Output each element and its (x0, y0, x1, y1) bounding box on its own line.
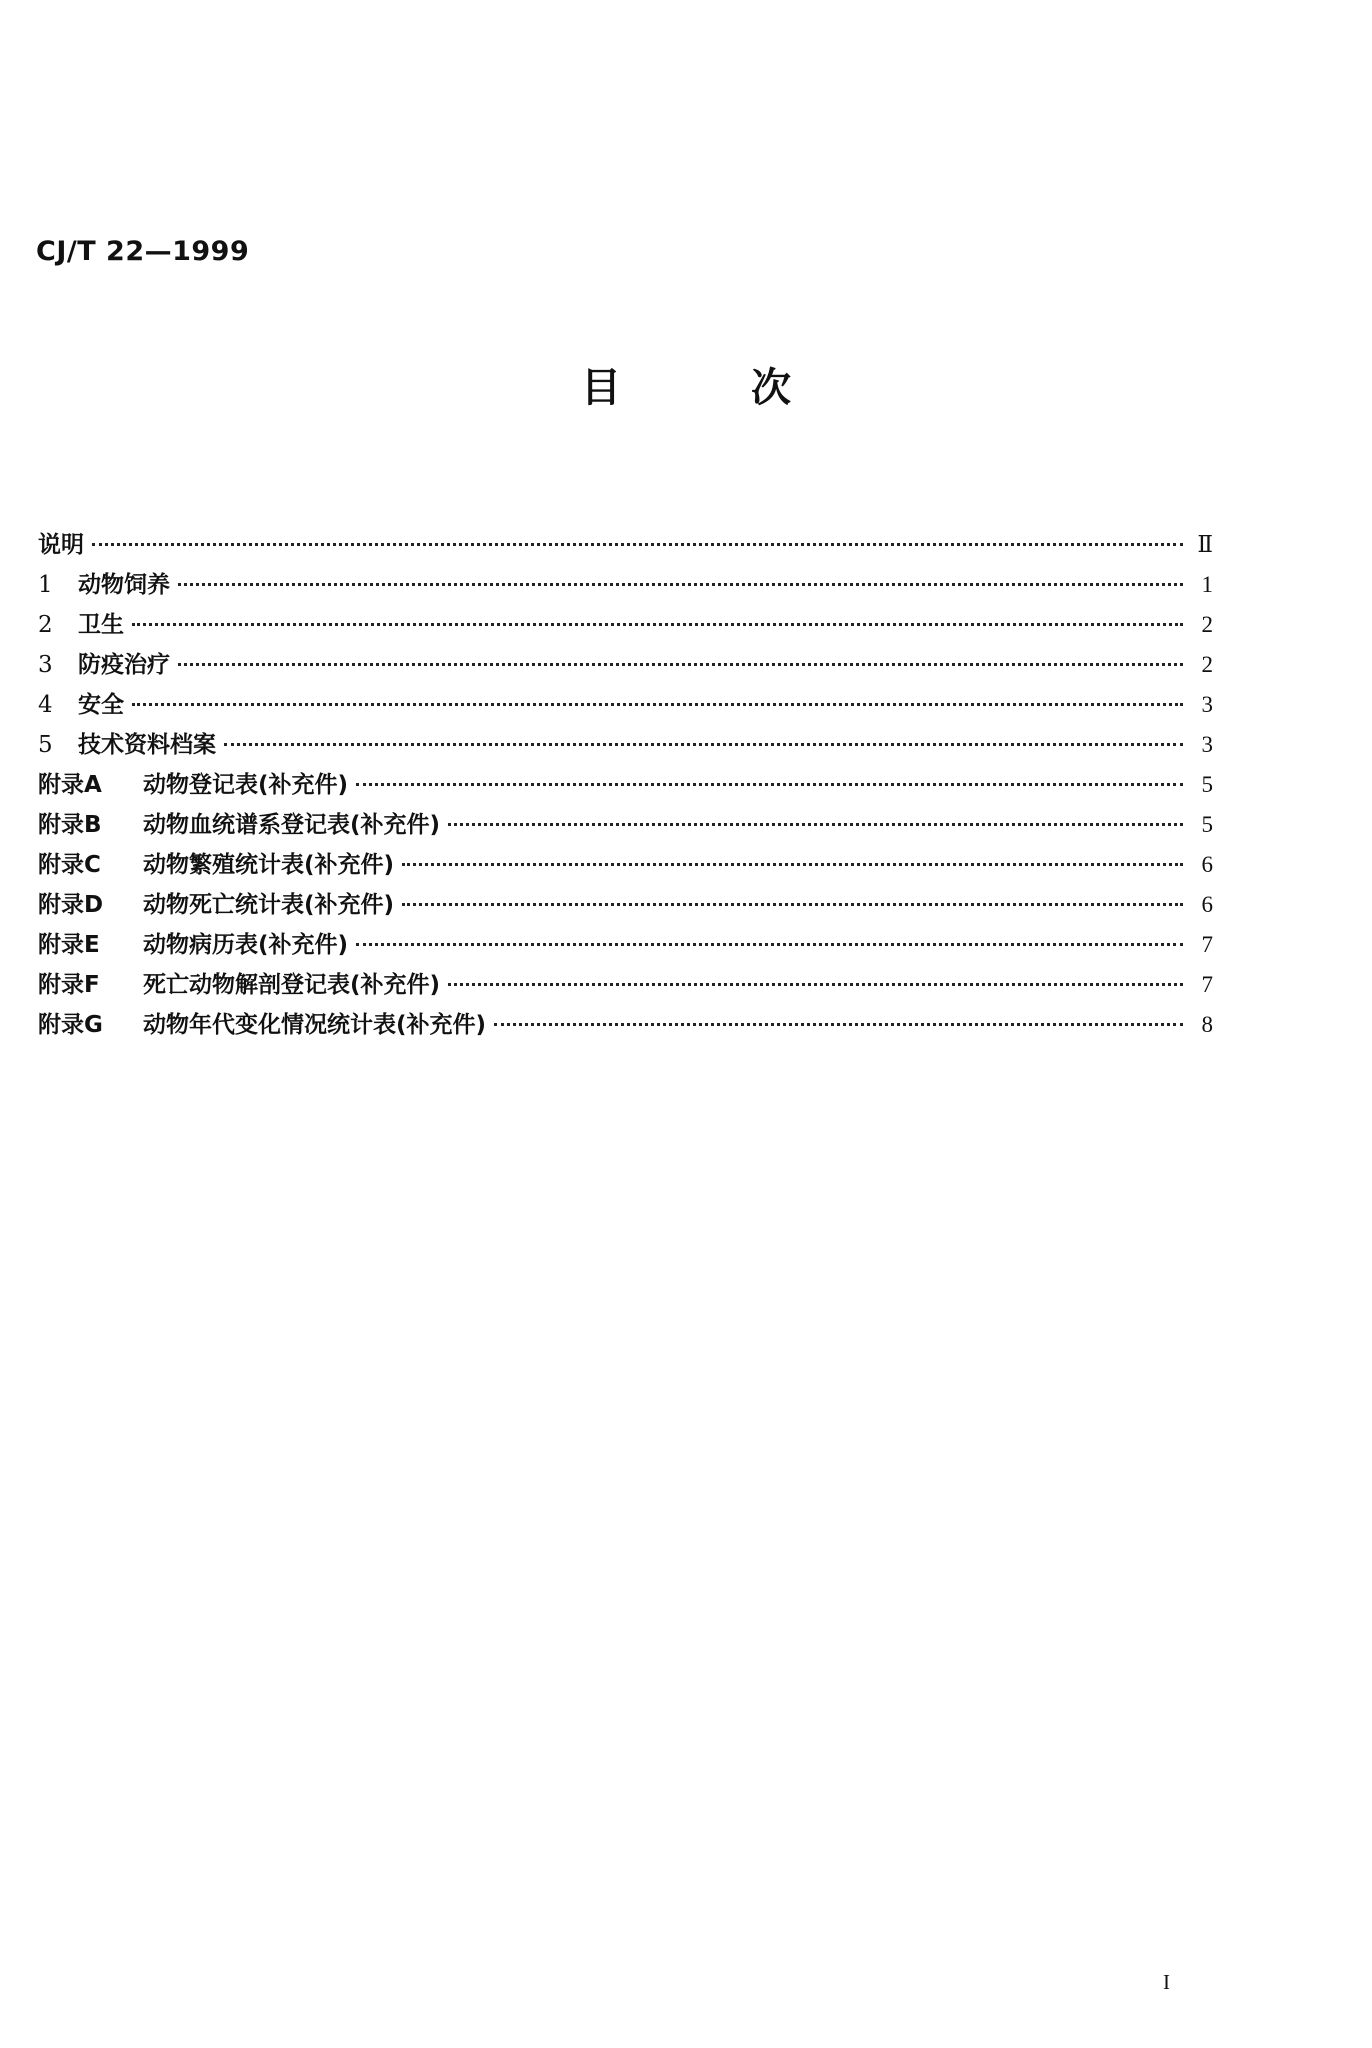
dot-leader (92, 543, 1183, 546)
toc-entry-number: 附录F (38, 972, 100, 998)
toc-entry-page: 3 (1201, 692, 1213, 717)
toc-entry-label: 动物繁殖统计表(补充件) (143, 852, 395, 878)
toc-entry-page: 5 (1201, 812, 1213, 837)
toc-entry-label: 死亡动物解剖登记表(补充件) (143, 972, 441, 998)
toc-entry-label: 动物登记表(补充件) (143, 772, 349, 798)
toc-entry-number: 附录D (38, 892, 104, 918)
toc-entry-3[interactable] (38, 646, 1213, 686)
toc-entry-page: 7 (1201, 932, 1213, 957)
toc-entry-number: 4 (38, 692, 53, 718)
toc-entry-number: 2 (38, 612, 53, 638)
toc-entry-number: 附录B (38, 812, 102, 838)
toc-entry-page: 2 (1201, 612, 1213, 637)
toc-entry-label: 卫生 (78, 612, 124, 638)
toc-entry-page: 2 (1201, 652, 1213, 677)
toc-entry-2[interactable] (38, 606, 1213, 646)
toc-entry-1[interactable] (38, 566, 1213, 606)
toc-entry-label: 动物血统谱系登记表(补充件) (143, 812, 441, 838)
toc-entry-label: 说明 (38, 532, 84, 558)
toc-entry-label: 安全 (78, 692, 124, 718)
toc-entry-page: 8 (1201, 1012, 1213, 1037)
dot-leader (448, 983, 1183, 986)
toc-entry-page: 5 (1201, 772, 1213, 797)
toc-entry-number: 1 (38, 572, 53, 598)
toc-entry-label: 动物年代变化情况统计表(补充件) (143, 1012, 487, 1038)
dot-leader (132, 623, 1183, 626)
toc-entry-number: 附录G (38, 1012, 103, 1038)
dot-leader (402, 903, 1183, 906)
dot-leader (356, 783, 1183, 786)
toc-entry-page: 6 (1201, 852, 1213, 877)
toc-entry-number: 附录C (38, 852, 101, 878)
toc-title (0, 356, 1372, 413)
toc-entry-appendix-b[interactable] (38, 806, 1213, 846)
toc-entry-page: Ⅱ (1197, 532, 1213, 557)
toc-entry-appendix-e[interactable] (38, 926, 1213, 966)
toc-entry-label: 技术资料档案 (78, 732, 216, 758)
toc-entry-label: 动物饲养 (78, 572, 170, 598)
toc-entry-label: 动物死亡统计表(补充件) (143, 892, 395, 918)
dot-leader (132, 703, 1183, 706)
dot-leader (178, 663, 1183, 666)
document-code: CJ/T 22—1999 (36, 236, 250, 267)
toc-entry-appendix-c[interactable] (38, 846, 1213, 886)
dot-leader (356, 943, 1183, 946)
dot-leader (178, 583, 1183, 586)
toc-entry-page: 6 (1201, 892, 1213, 917)
toc-entry-appendix-d[interactable] (38, 886, 1213, 926)
toc-entry-5[interactable] (38, 726, 1213, 766)
toc-entry-appendix-g[interactable] (38, 1006, 1213, 1046)
toc-entry-number: 附录A (38, 772, 102, 798)
toc-entry-page: 7 (1201, 972, 1213, 997)
table-of-contents (38, 526, 1213, 1046)
dot-leader (494, 1023, 1183, 1026)
toc-entry-number: 3 (38, 652, 53, 678)
toc-entry-appendix-f[interactable] (38, 966, 1213, 1006)
toc-title-char-1: 目 (581, 365, 621, 411)
dot-leader (402, 863, 1183, 866)
toc-entry-label: 动物病历表(补充件) (143, 932, 349, 958)
toc-entry-4[interactable] (38, 686, 1213, 726)
page-number: I (1163, 1970, 1170, 1994)
dot-leader (224, 743, 1183, 746)
toc-entry-label: 防疫治疗 (78, 652, 170, 678)
toc-title-char-2: 次 (751, 365, 791, 411)
toc-entry-number: 附录E (38, 932, 100, 958)
toc-entry-number: 5 (38, 732, 53, 758)
toc-entry-preface[interactable] (38, 526, 1213, 566)
dot-leader (448, 823, 1183, 826)
toc-entry-page: 3 (1201, 732, 1213, 757)
toc-entry-appendix-a[interactable] (38, 766, 1213, 806)
toc-entry-page: 1 (1201, 572, 1213, 597)
